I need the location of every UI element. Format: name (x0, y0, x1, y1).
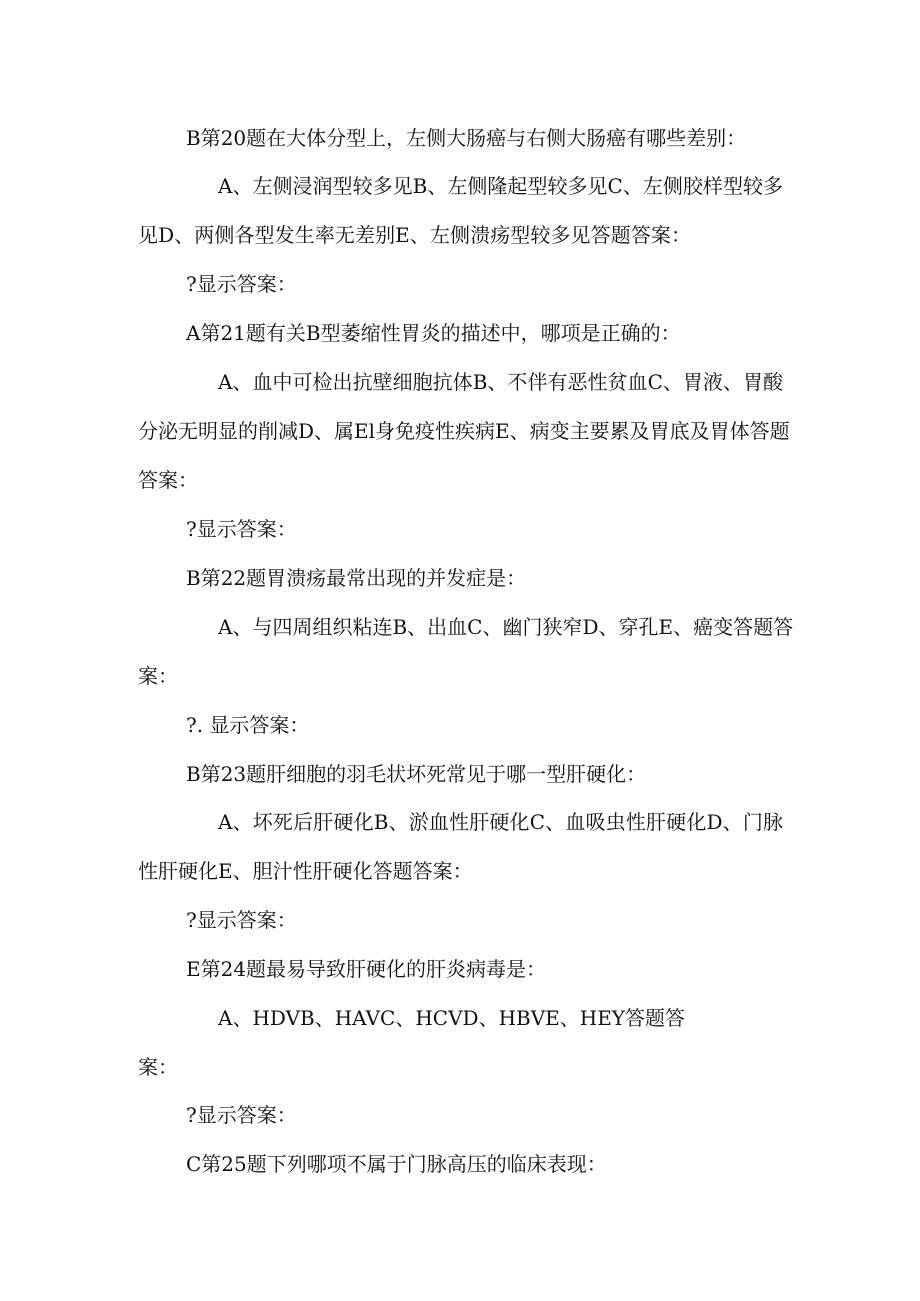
q22-title: B第22题胃溃疡最常出现的并发症是： (186, 566, 527, 590)
q23-show-answer[interactable]: ?显示答案： (186, 908, 297, 932)
q21-options-line3: 答案： (138, 468, 198, 492)
q20-options-line1: A、左侧浸润型较多见B、左侧隆起型较多见C、左侧胶样型较多 (218, 174, 783, 198)
q21-title: A第21题有关B型萎缩性胃炎的描述中，哪项是正确的： (186, 321, 681, 345)
q23-options-line2: 性肝硬化E、胆汁性肝硬化答题答案： (138, 859, 473, 883)
q21-options-line2: 分泌无明显的削减D、属El身免疫性疾病E、病变主要累及胃底及胃体答题 (138, 419, 790, 443)
q22-show-answer[interactable]: ?. 显示答案： (186, 713, 310, 737)
q20-show-answer[interactable]: ?显示答案： (186, 272, 297, 296)
q24-options-line2: 案： (138, 1055, 178, 1079)
q25-title: C第25题下列哪项不属于门脉高压的临床表现： (186, 1152, 607, 1176)
q22-options-line2: 案： (138, 664, 178, 688)
q22-options-line1: A、与四周组织粘连B、出血C、幽门狭窄D、穿孔E、癌变答题答 (218, 615, 794, 639)
q24-title: E第24题最易导致肝硬化的肝炎病毒是： (186, 957, 547, 981)
q23-options-line1: A、坏死后肝硬化B、淤血性肝硬化C、血吸虫性肝硬化D、门脉 (218, 810, 783, 834)
q20-options-line2: 见D、两侧各型发生率无差别E、左侧溃疡型较多见答题答案： (138, 223, 691, 247)
q21-show-answer[interactable]: ?显示答案： (186, 517, 297, 541)
q24-options-line1: A、HDVB、HAVC、HCVD、HBVE、HEY答题答 (218, 1006, 685, 1030)
q21-options-line1: A、血中可检出抗壁细胞抗体B、不伴有恶性贫血C、胃液、胃酸 (218, 370, 783, 394)
q24-show-answer[interactable]: ?显示答案： (186, 1103, 297, 1127)
q20-title: B第20题在大体分型上，左侧大肠癌与右侧大肠癌有哪些差别： (186, 126, 747, 150)
q23-title: B第23题肝细胞的羽毛状坏死常见于哪一型肝硬化： (186, 762, 647, 786)
